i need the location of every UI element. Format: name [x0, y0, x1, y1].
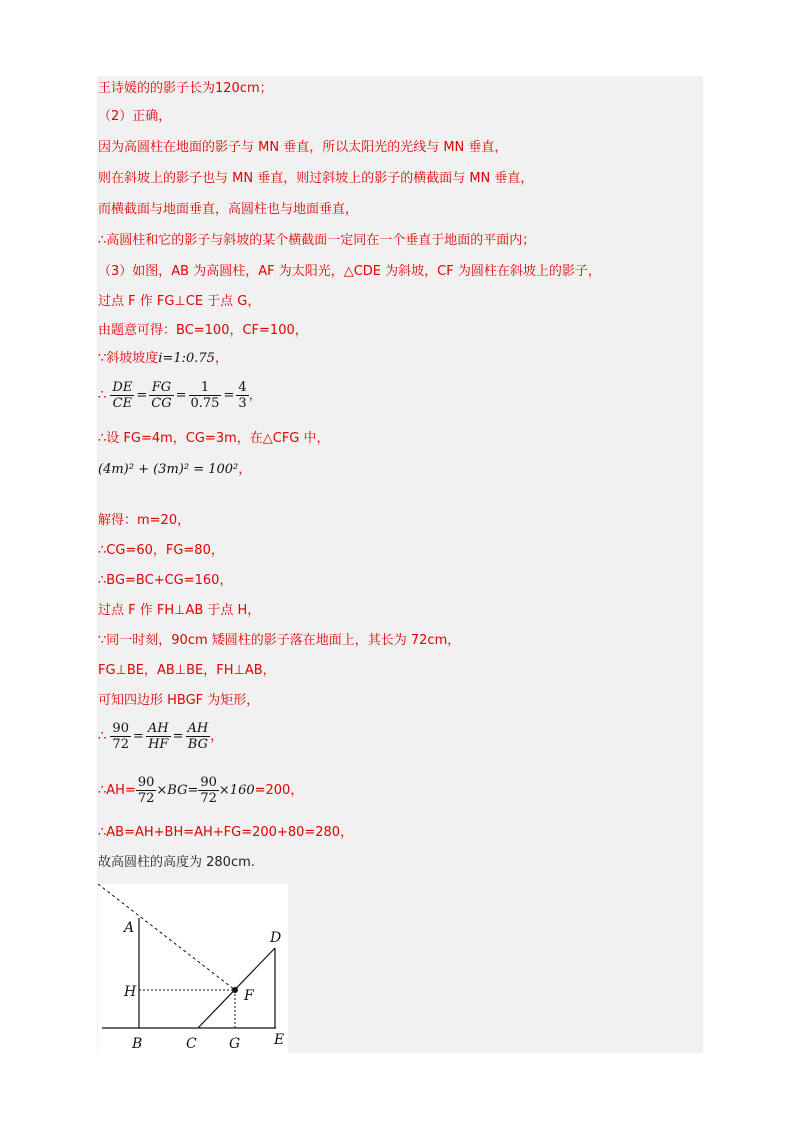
text-line-8: 过点 F 作 FG⊥CE 于点 G，: [98, 294, 261, 309]
label-b: B: [132, 1036, 143, 1052]
fraction-numerator: 1: [189, 380, 222, 396]
ratio-suffix: ，: [248, 388, 262, 403]
fraction-numerator: 4: [238, 380, 247, 395]
label-a: A: [124, 920, 135, 936]
fraction-de-ce: [110, 380, 134, 411]
fraction-denominator: CE: [112, 396, 133, 411]
text-line-18: ∵同一时刻，90cm 矮圆柱的影子落在地面上，其长为 72cm，: [98, 633, 461, 648]
fraction-denominator: 0.75: [190, 396, 220, 411]
fraction-numerator: 90: [112, 721, 129, 736]
pythagoras-expression: (4m)² + (3m)² = 100²: [98, 462, 239, 477]
label-e: E: [274, 1032, 285, 1048]
fraction-numerator: FG: [149, 380, 173, 396]
text-line-12: ∴设 FG=4m，CG=3m，在△CFG 中，: [98, 431, 330, 446]
shadow-ratio-line: ∴ $\frac{90}{72}$ = $\frac{AH}{HF}$ = $\frac{AH}{BG}$ ，: [98, 721, 224, 752]
fraction-denominator: BG: [187, 737, 208, 752]
text-line-15: ∴CG=60，FG=80，: [98, 543, 224, 558]
fraction-denominator: 3: [238, 396, 247, 411]
text-line-17: 过点 F 作 FH⊥AB 于点 H，: [98, 603, 261, 618]
slope-ratio-variable: i: [158, 351, 163, 366]
pythagoras-equation-line: [98, 461, 251, 479]
text-line-9: 由题意可得：BC=100，CF=100，: [98, 323, 308, 338]
shadow-ratio-prefix: ∴: [98, 729, 107, 744]
label-c: C: [186, 1036, 197, 1052]
slope-ratio-suffix: ，: [214, 351, 228, 366]
fraction-denominator: 72: [112, 737, 129, 752]
label-f: F: [244, 988, 254, 1004]
fraction-denominator: CG: [151, 396, 172, 411]
fraction-ah-bg: [186, 721, 211, 752]
pythagoras-suffix: ，: [238, 462, 252, 477]
ah-tail: ×160: [218, 783, 255, 798]
text-line-3: 因为高圆柱在地面的影子与 MN 垂直，所以太阳光的光线与 MN 垂直，: [98, 140, 508, 155]
fraction-1-0-75: [189, 380, 222, 411]
fraction-denominator: HF: [148, 737, 169, 752]
fraction-numerator: DE: [112, 380, 133, 395]
slope-ratio-value: =1:0.75: [162, 351, 215, 366]
text-line-20: 可知四边形 HBGF 为矩形，: [98, 693, 260, 708]
fraction-numerator: 90: [200, 775, 217, 790]
slope-ratio-prefix: ∵斜坡坡度: [98, 351, 159, 366]
fraction-denominator: 72: [200, 791, 217, 806]
fraction-ah-hf: [146, 721, 171, 752]
text-line-6: ∴高圆柱和它的影子与斜坡的某个横截面一定同在一个垂直于地面的平面内；: [98, 233, 536, 248]
text-line-16: ∴BG=BC+CG=160，: [98, 573, 233, 588]
text-line-5: 而横截面与地面垂直，高圆柱也与地面垂直，: [98, 202, 359, 217]
label-d: D: [270, 930, 282, 946]
fraction-90-72-second: [198, 775, 219, 806]
fraction-90-72: [110, 721, 131, 752]
text-line-23: ∴AB=AH+BH=AH+FG=200+80=280，: [98, 825, 354, 840]
fraction-fg-cg: [149, 380, 173, 411]
text-line-14: 解得：m=20，: [98, 513, 191, 528]
text-line-7: （3）如图，AB 为高圆柱，AF 为太阳光，△CDE 为斜坡，CF 为圆柱在斜坡上的影子，: [98, 264, 601, 279]
ah-calculation-line: [98, 774, 303, 808]
fraction-numerator: AH: [147, 721, 169, 736]
fraction-90-72-first: [136, 775, 157, 806]
fraction-numerator: AH: [187, 721, 209, 736]
ah-result: =200，: [254, 783, 304, 798]
text-line-4: 则在斜坡上的影子也与 MN 垂直，则过斜坡上的影子的横截面与 MN 垂直，: [98, 171, 534, 186]
ah-middle: ×BG=: [156, 783, 199, 798]
point-f: [232, 987, 238, 993]
label-g: G: [229, 1036, 241, 1052]
ratio-prefix: ∴: [98, 388, 107, 403]
label-h: H: [124, 984, 137, 1000]
text-line-2: （2）正确，: [98, 109, 172, 124]
conclusion-line: 故高圆柱的高度为 280cm.: [98, 855, 255, 870]
shadow-ratio-suffix: ，: [210, 729, 224, 744]
text-line-1: 王诗媛的的影子长为120cm；: [98, 81, 273, 96]
fraction-numerator: 90: [137, 775, 155, 790]
fraction-denominator: 72: [137, 791, 155, 806]
slope-ratio-line: [98, 350, 228, 368]
geometry-figure: [98, 884, 288, 1054]
fraction-4-3: [236, 380, 248, 411]
text-line-19: FG⊥BE，AB⊥BE，FH⊥AB，: [98, 663, 276, 678]
ratio-equation-line: ∴ $\frac{DE}{CE}$ = $\frac{FG}{CG}$ = $\frac{1}{0.75}$ = $\frac{4}{3}$ ，: [98, 380, 262, 411]
ah-prefix: ∴AH=: [98, 783, 136, 798]
